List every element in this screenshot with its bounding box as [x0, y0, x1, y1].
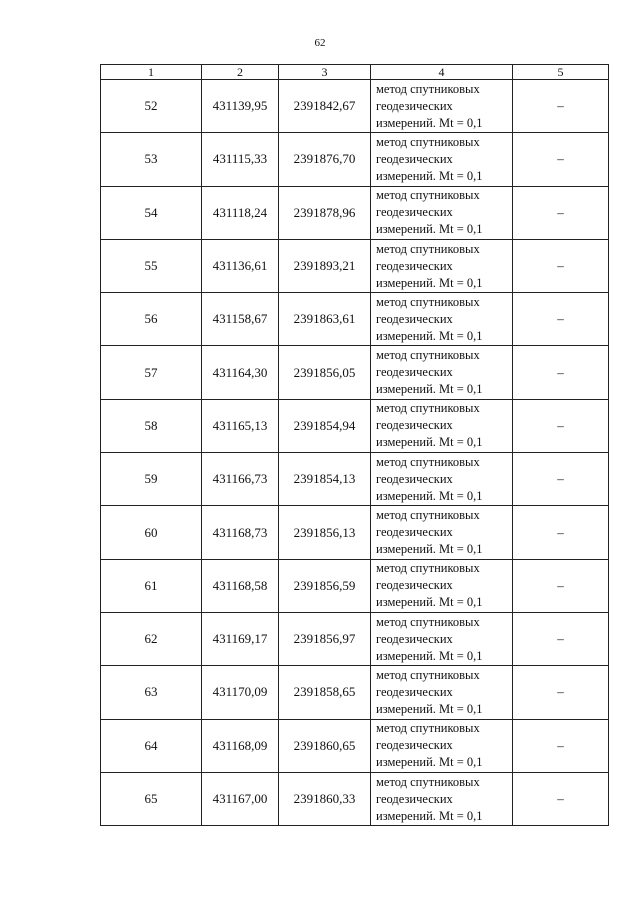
column-header-2: 2: [202, 65, 279, 80]
method-line: метод спутниковых: [376, 561, 480, 576]
y-coordinate-cell: 2391842,67: [279, 80, 371, 133]
method-line: измерений. Mt = 0,1: [376, 275, 483, 290]
point-number-cell: 59: [101, 453, 202, 506]
method-line: измерений. Mt = 0,1: [376, 488, 483, 503]
note-cell: –: [513, 186, 609, 239]
method-cell: [371, 719, 513, 772]
method-line: геодезических: [376, 365, 453, 380]
x-coordinate-cell: 431136,61: [202, 239, 279, 292]
table-row: [101, 80, 609, 133]
method-line: измерений. Mt = 0,1: [376, 115, 483, 130]
note-cell: –: [513, 239, 609, 292]
point-number-cell: 54: [101, 186, 202, 239]
y-coordinate-cell: 2391860,65: [279, 719, 371, 772]
y-coordinate-cell: 2391856,05: [279, 346, 371, 399]
table-row: [101, 346, 609, 399]
note-cell: –: [513, 80, 609, 133]
method-line: измерений. Mt = 0,1: [376, 701, 483, 716]
point-number-cell: 65: [101, 772, 202, 825]
point-number-cell: 52: [101, 80, 202, 133]
method-line: метод спутниковых: [376, 774, 480, 789]
y-coordinate-cell: 2391856,97: [279, 612, 371, 665]
table-header-row: [101, 65, 609, 80]
x-coordinate-cell: 431168,73: [202, 506, 279, 559]
note-cell: –: [513, 612, 609, 665]
method-line: геодезических: [376, 311, 453, 326]
method-line: метод спутниковых: [376, 188, 480, 203]
method-line: геодезических: [376, 471, 453, 486]
x-coordinate-cell: 431166,73: [202, 453, 279, 506]
method-cell: [371, 293, 513, 346]
method-line: метод спутниковых: [376, 294, 480, 309]
note-cell: –: [513, 772, 609, 825]
y-coordinate-cell: 2391876,70: [279, 133, 371, 186]
x-coordinate-cell: 431168,58: [202, 559, 279, 612]
method-line: метод спутниковых: [376, 81, 480, 96]
point-number-cell: 60: [101, 506, 202, 559]
table-body: [101, 80, 609, 826]
method-cell: [371, 453, 513, 506]
note-cell: –: [513, 506, 609, 559]
column-header-3: 3: [279, 65, 371, 80]
method-line: метод спутниковых: [376, 721, 480, 736]
x-coordinate-cell: 431165,13: [202, 399, 279, 452]
method-line: метод спутниковых: [376, 348, 480, 363]
y-coordinate-cell: 2391863,61: [279, 293, 371, 346]
point-number-cell: 58: [101, 399, 202, 452]
method-line: измерений. Mt = 0,1: [376, 648, 483, 663]
x-coordinate-cell: 431168,09: [202, 719, 279, 772]
table-row: [101, 506, 609, 559]
y-coordinate-cell: 2391854,94: [279, 399, 371, 452]
note-cell: –: [513, 399, 609, 452]
method-line: геодезических: [376, 525, 453, 540]
method-line: геодезических: [376, 738, 453, 753]
method-cell: [371, 666, 513, 719]
x-coordinate-cell: 431115,33: [202, 133, 279, 186]
method-line: измерений. Mt = 0,1: [376, 808, 483, 823]
column-header-4: 4: [371, 65, 513, 80]
method-line: метод спутниковых: [376, 241, 480, 256]
method-cell: [371, 239, 513, 292]
method-line: геодезических: [376, 258, 453, 273]
note-cell: –: [513, 453, 609, 506]
method-line: метод спутниковых: [376, 454, 480, 469]
note-cell: –: [513, 293, 609, 346]
method-line: геодезических: [376, 205, 453, 220]
method-line: геодезических: [376, 684, 453, 699]
y-coordinate-cell: 2391860,33: [279, 772, 371, 825]
method-cell: [371, 346, 513, 399]
table-row: [101, 239, 609, 292]
method-line: измерений. Mt = 0,1: [376, 435, 483, 450]
table-row: [101, 772, 609, 825]
method-cell: [371, 186, 513, 239]
note-cell: –: [513, 559, 609, 612]
method-line: геодезических: [376, 791, 453, 806]
table-row: [101, 453, 609, 506]
method-line: измерений. Mt = 0,1: [376, 755, 483, 770]
method-line: геодезических: [376, 98, 453, 113]
method-line: геодезических: [376, 631, 453, 646]
table-row: [101, 293, 609, 346]
y-coordinate-cell: 2391858,65: [279, 666, 371, 719]
table-row: [101, 719, 609, 772]
point-number-cell: 63: [101, 666, 202, 719]
x-coordinate-cell: 431139,95: [202, 80, 279, 133]
point-number-cell: 61: [101, 559, 202, 612]
table-row: [101, 666, 609, 719]
x-coordinate-cell: 431167,00: [202, 772, 279, 825]
table-row: [101, 186, 609, 239]
method-line: метод спутниковых: [376, 508, 480, 523]
method-cell: [371, 559, 513, 612]
y-coordinate-cell: 2391854,13: [279, 453, 371, 506]
method-line: метод спутниковых: [376, 667, 480, 682]
table-row: [101, 399, 609, 452]
note-cell: –: [513, 719, 609, 772]
y-coordinate-cell: 2391878,96: [279, 186, 371, 239]
method-cell: [371, 133, 513, 186]
method-cell: [371, 772, 513, 825]
coordinates-table: [100, 64, 609, 826]
note-cell: –: [513, 133, 609, 186]
page-number: 62: [314, 37, 326, 49]
method-line: измерений. Mt = 0,1: [376, 382, 483, 397]
method-line: метод спутниковых: [376, 614, 480, 629]
note-cell: –: [513, 346, 609, 399]
y-coordinate-cell: 2391856,13: [279, 506, 371, 559]
table-row: [101, 612, 609, 665]
point-number-cell: 57: [101, 346, 202, 399]
table-row: [101, 559, 609, 612]
point-number-cell: 62: [101, 612, 202, 665]
method-line: геодезических: [376, 578, 453, 593]
x-coordinate-cell: 431169,17: [202, 612, 279, 665]
note-cell: –: [513, 666, 609, 719]
method-cell: [371, 506, 513, 559]
point-number-cell: 53: [101, 133, 202, 186]
method-line: геодезических: [376, 151, 453, 166]
x-coordinate-cell: 431164,30: [202, 346, 279, 399]
point-number-cell: 55: [101, 239, 202, 292]
table-row: [101, 133, 609, 186]
point-number-cell: 56: [101, 293, 202, 346]
method-line: измерений. Mt = 0,1: [376, 168, 483, 183]
x-coordinate-cell: 431170,09: [202, 666, 279, 719]
method-line: геодезических: [376, 418, 453, 433]
column-header-1: 1: [101, 65, 202, 80]
method-cell: [371, 399, 513, 452]
method-line: измерений. Mt = 0,1: [376, 542, 483, 557]
x-coordinate-cell: 431158,67: [202, 293, 279, 346]
method-line: метод спутниковых: [376, 401, 480, 416]
method-line: метод спутниковых: [376, 134, 480, 149]
method-line: измерений. Mt = 0,1: [376, 328, 483, 343]
x-coordinate-cell: 431118,24: [202, 186, 279, 239]
column-header-5: 5: [513, 65, 609, 80]
point-number-cell: 64: [101, 719, 202, 772]
method-line: измерений. Mt = 0,1: [376, 595, 483, 610]
y-coordinate-cell: 2391856,59: [279, 559, 371, 612]
method-line: измерений. Mt = 0,1: [376, 222, 483, 237]
method-cell: [371, 80, 513, 133]
y-coordinate-cell: 2391893,21: [279, 239, 371, 292]
method-cell: [371, 612, 513, 665]
